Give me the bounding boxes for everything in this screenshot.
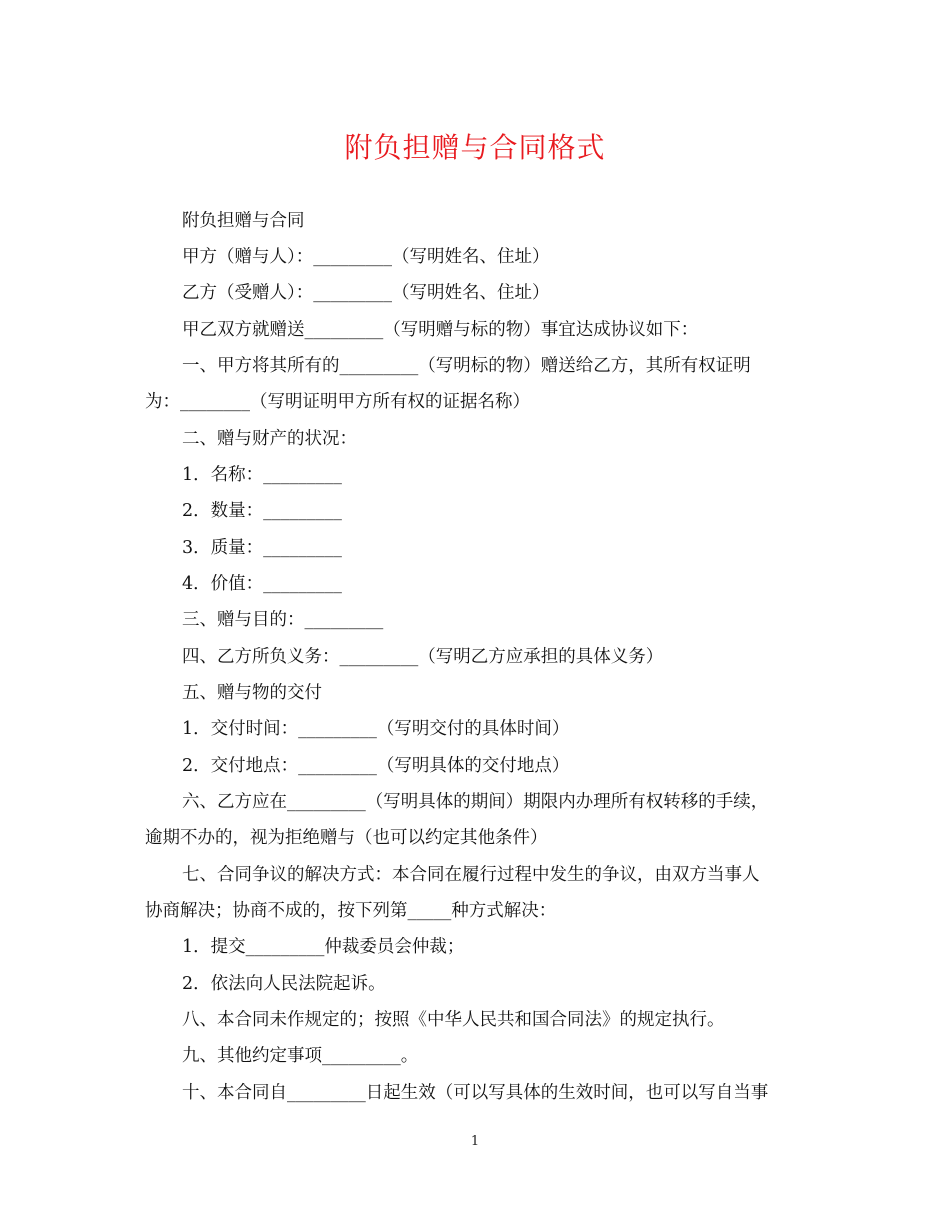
doc-line-clause-5: 五、赠与物的交付 — [182, 683, 322, 703]
doc-line-party-b: 乙方（受赠人）：_________（写明姓名、住址） — [182, 283, 550, 303]
doc-line-clause-9: 九、其他约定事项_________。 — [182, 1046, 419, 1066]
doc-line-item-name: 1．名称：_________ — [182, 465, 342, 485]
doc-line-clause-6-cont: 逾期不办的，视为拒绝赠与（也可以约定其他条件） — [145, 828, 548, 848]
doc-line-clause-1-cont: 为：________（写明证明甲方所有权的证据名称） — [145, 392, 530, 412]
doc-line-clause-1: 一、甲方将其所有的_________（写明标的物）赠送给乙方，其所有权证明 — [182, 356, 751, 376]
doc-line-item-value: 4．价值：_________ — [182, 574, 342, 594]
doc-line-item-quantity: 2．数量：_________ — [182, 501, 342, 521]
doc-line-clause-4: 四、乙方所负义务：_________（写明乙方应承担的具体义务） — [182, 647, 664, 667]
document-title: 附负担赠与合同格式 — [344, 131, 606, 164]
doc-line-clause-10: 十、本合同自_________日起生效（可以写具体的生效时间，也可以写自当事 — [182, 1083, 769, 1103]
doc-line-delivery-time: 1．交付时间：_________（写明交付的具体时间） — [182, 719, 570, 739]
doc-line-delivery-place: 2．交付地点：_________（写明具体的交付地点） — [182, 756, 570, 776]
doc-line-clause-2: 二、赠与财产的状况： — [182, 429, 357, 449]
doc-line-heading: 附负担赠与合同 — [182, 211, 305, 231]
doc-line-clause-8: 八、本合同未作规定的；按照《中华人民共和国合同法》的规定执行。 — [182, 1010, 725, 1030]
doc-line-clause-7-cont: 协商解决；协商不成的，按下列第_____种方式解决： — [145, 901, 557, 921]
page-number: 1 — [470, 1134, 480, 1149]
doc-line-clause-3: 三、赠与目的：_________ — [182, 610, 384, 630]
doc-line-item-quality: 3．质量：_________ — [182, 538, 342, 558]
doc-line-clause-7: 七、合同争议的解决方式：本合同在履行过程中发生的争议，由双方当事人 — [182, 865, 760, 885]
doc-line-litigation: 2．依法向人民法院起诉。 — [182, 974, 386, 994]
doc-line-party-a: 甲方（赠与人）：_________（写明姓名、住址） — [182, 247, 550, 267]
doc-line-arbitration: 1．提交_________仲裁委员会仲裁； — [182, 937, 465, 957]
doc-line-agreement: 甲乙双方就赠送_________（写明赠与标的物）事宜达成协议如下： — [182, 320, 699, 340]
doc-line-clause-6: 六、乙方应在_________（写明具体的期间）期限内办理所有权转移的手续， — [182, 792, 769, 812]
